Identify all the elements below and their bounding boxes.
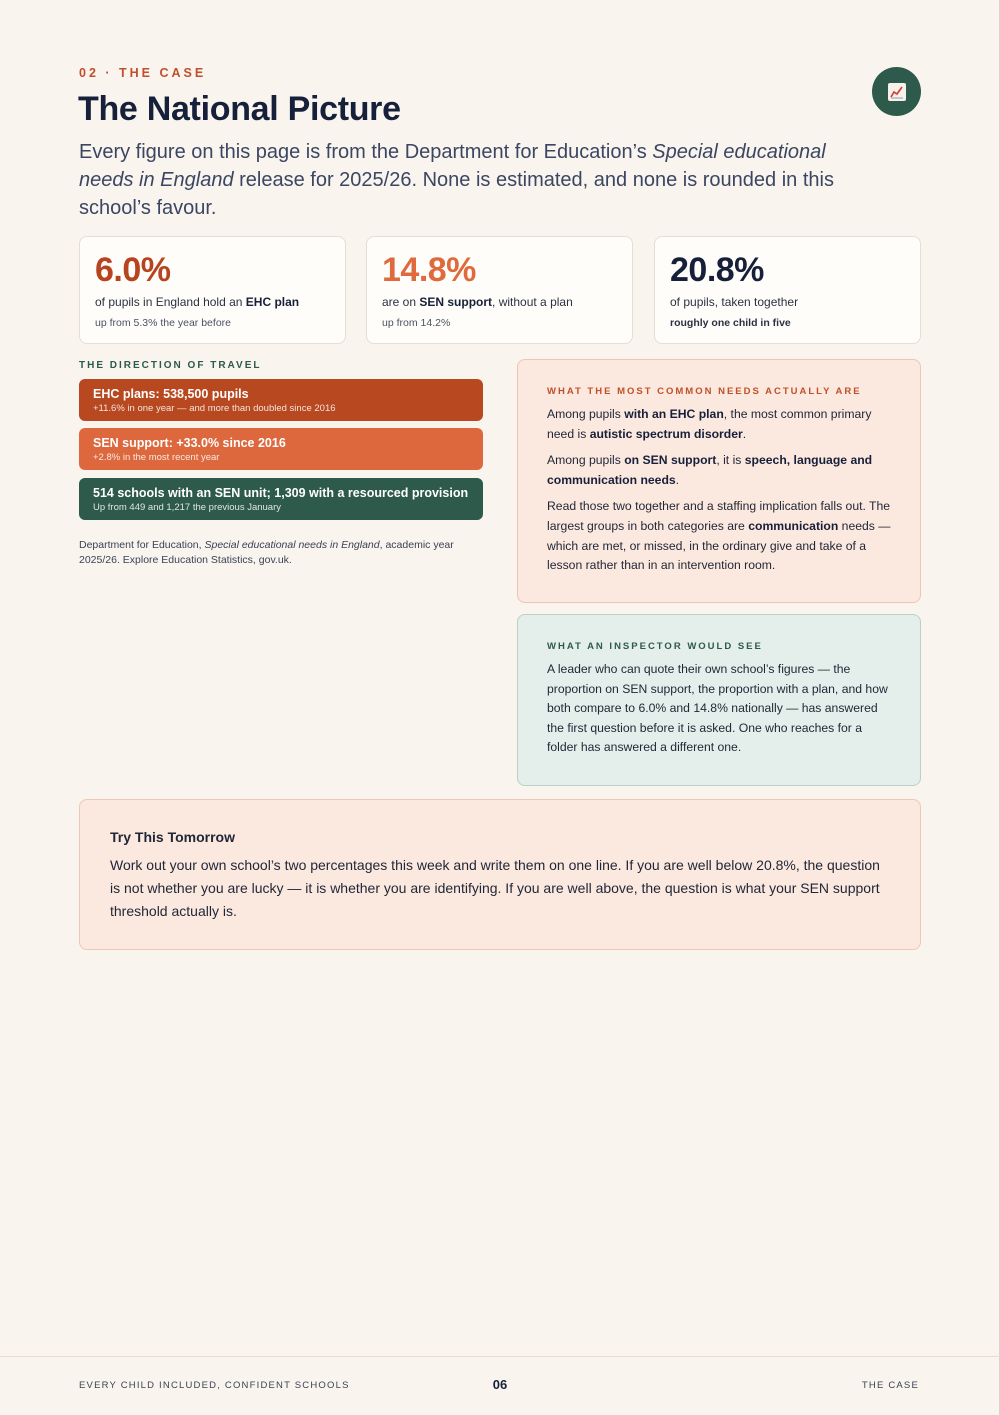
stat-description: of pupils in England hold an EHC plan [95,295,300,309]
trend-bar-schools [79,478,483,520]
page-number: 06 [492,1377,508,1392]
stat-value: 20.8% [670,251,764,289]
source-citation: Department for Education, Special educational needs in England, academic year 2025/26. Explore Education Statistics, gov.uk. [79,539,454,566]
needs-paragraph-implication: Read those two together and a staffing implication falls out. The largest groups in both categories are communication needs — which are met, or missed, in the ordinary give and take of a lesson rather than in an intervention room. [547,499,891,573]
trend-bar-title: EHC plans: 538,500 pupils [93,387,249,401]
stat-card-ehc [79,236,346,344]
trend-bar-subtext: Up from 449 and 1,217 the previous January [93,502,282,513]
direction-label: THE DIRECTION OF TRAVEL [79,360,262,371]
footer-section: THE CASE [861,1380,919,1391]
trend-bar-sen-support [79,428,483,470]
try-this-tomorrow-box [79,799,921,950]
section-eyebrow: 02 · THE CASE [79,66,207,80]
inspector-panel [517,614,921,786]
intro-paragraph: Every figure on this page is from the Department for Education’s Special educational needs in England release for 2025/26. None is estimated, and none is rounded in this school’s favour. [79,141,834,219]
footer-title: EVERY CHILD INCLUDED, CONFIDENT SCHOOLS [79,1380,350,1391]
try-heading: Try This Tomorrow [110,829,235,845]
stat-description: of pupils, taken together [670,295,799,309]
inspector-paragraph: A leader who can quote their own school’s figures — the proportion on SEN support, the proportion with a plan, and how both compare to 6.0% and 14.8% nationally — has answered the first question before it is asked. One who reaches for a folder has answered a different one. [547,662,888,755]
page-title: The National Picture [78,90,401,128]
try-body: Work out your own school’s two percentages this week and write them on one line. If you are well below 20.8%, the question is not whether you are lucky — it is whether you are identifying. If you are well above, the question is what your SEN support threshold actually is. [110,857,880,919]
stat-description: are on SEN support, without a plan [382,295,573,309]
panel-label: WHAT AN INSPECTOR WOULD SEE [547,641,763,652]
needs-panel [517,359,921,603]
stat-value: 6.0% [95,251,171,289]
needs-paragraph-sen-support: Among pupils on SEN support, it is speech, language and communication needs. [547,453,873,487]
section-badge [872,67,921,116]
footer-divider [0,1356,1000,1357]
panel-label: WHAT THE MOST COMMON NEEDS ACTUALLY ARE [547,386,862,397]
stat-card-sen-support [366,236,633,344]
stat-card-total [654,236,921,344]
trend-bar-subtext: +11.6% in one year — and more than doubled since 2016 [93,403,336,414]
stat-subtext: roughly one child in five [670,317,791,329]
trend-bar-subtext: +2.8% in the most recent year [93,452,220,463]
trend-bar-ehc [79,379,483,421]
stat-value: 14.8% [382,251,476,289]
stat-subtext: up from 5.3% the year before [95,317,231,329]
trend-bar-title: SEN support: +33.0% since 2016 [93,436,286,450]
needs-paragraph-ehc: Among pupils with an EHC plan, the most common primary need is autistic spectrum disorder. [547,407,872,441]
trend-bar-title: 514 schools with an SEN unit; 1,309 with a resourced provision [93,486,469,500]
stat-subtext: up from 14.2% [382,317,451,329]
chart-line-icon [888,83,906,101]
